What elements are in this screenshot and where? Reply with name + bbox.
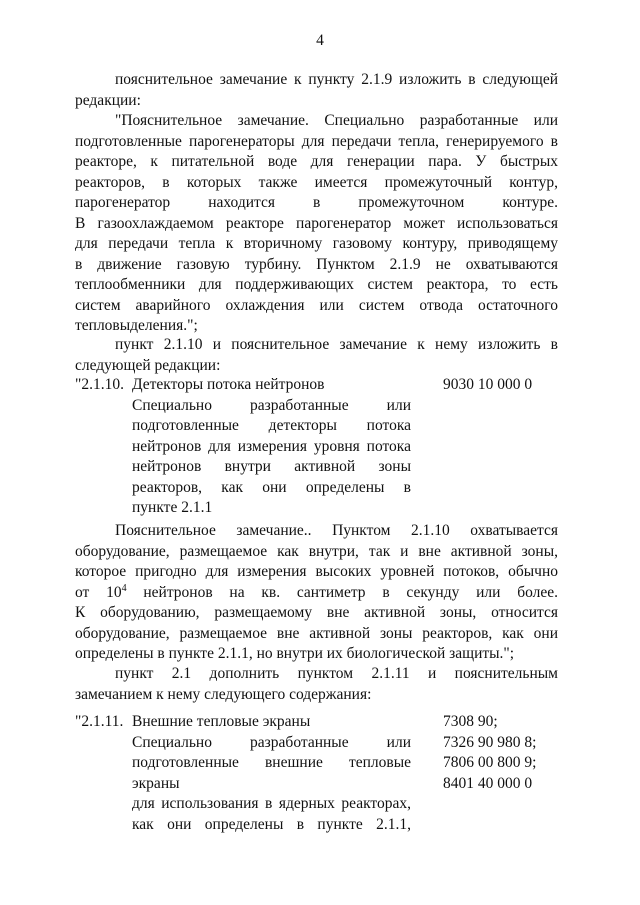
text-line: тепловыделения."; [75,317,198,334]
text-line: пункт 2.1.10 и пояснительное замечание к нему изложить в [115,336,558,353]
tn-ved-code: 7806 00 800 9; [443,754,537,771]
text-line: в движение газовую турбину. Пунктом 2.1.9 не охватываются [75,255,558,273]
text-line: подготовленные парогенераторы для передачи тепла, генерируемого в [75,132,558,150]
tn-ved-code: 7308 90; [443,713,498,730]
entry-number: "2.1.11. [75,713,124,730]
text-line: пункт 2.1 дополнить пунктом 2.1.11 и пояснительным [115,665,558,682]
text-line: В газоохлаждаемом реакторе парогенератор может использоваться [75,214,558,232]
tn-ved-code: 9030 10 000 0 [443,376,533,393]
text-line: оборудование, размещаемое как внутри, так и вне активной зоны, [75,542,558,560]
text-fragment: нейтронов на кв. сантиметр в секунду или более. [126,583,558,601]
page-number: 4 [316,32,324,49]
tn-ved-code: 8401 40 000 0 [443,774,533,792]
text-fragment: от 10 [75,583,122,601]
entry-number: "2.1.10. [75,376,124,393]
text-line: следующей редакции: [75,356,221,374]
entry-title: Детекторы потока нейтронов [132,376,325,393]
explanatory-note-2-1-10 [75,521,558,665]
text-line: нейтронов для измерения уровня потока [132,437,411,455]
text-line: определены в пункте 2.1.1, но внутри их биологической защиты."; [75,645,515,662]
text-line: парогенератор находится в промежуточном контуре. [75,194,558,211]
entry-title: Внешние тепловые экраны [132,713,311,730]
text-line: реакторов, в которых также имеется промежуточный контур, [75,173,558,191]
tn-ved-code-list [443,712,536,794]
text-line: реакторов, как они определены в [132,478,411,496]
superscript-exponent: 4 [121,582,127,594]
paragraph-amend-2-1-10 [75,335,558,376]
text-line: для передачи тепла к вторичному газовому контуру, приводящему [75,235,558,252]
text-line: Пояснительное замечание.. Пунктом 2.1.10 охватывается [115,522,558,539]
text-line: Специально разработанные или [132,396,411,414]
text-line: "Пояснительное замечание. Специально разработанные или [115,112,558,129]
text-line: для использования в ядерных реакторах, [132,795,411,812]
text-line: пояснительное замечание к пункту 2.1.9 изложить в следующей [115,71,558,88]
text-line-with-superscript [75,583,558,604]
text-line: реакторе, к питательной воде для генерации пара. У быстрых [75,153,558,170]
text-line: пункте 2.1.1 [132,499,213,516]
text-line: как они определены в пункте 2.1.1, [132,815,411,833]
text-line: теплообменники для поддерживающих систем реактора, то есть [75,276,558,293]
text-line: Специально разработанные или [132,733,411,751]
text-line: К оборудованию, размещаемому вне активной зоны, относится [75,604,558,621]
paragraph-add-2-1-11 [75,664,558,705]
text-line: подготовленные детекторы потока [132,417,411,434]
quote-explanatory-note-2-1-9 [75,111,558,337]
text-line: нейтронов внутри активной зоны [132,458,411,475]
tn-ved-code: 7326 90 980 8; [443,733,537,751]
text-line: замечанием к нему следующего содержания: [75,685,372,703]
text-line: оборудование, размещаемое вне активной зоны реакторов, как они [75,624,558,642]
text-line: которое пригодно для измерения высоких уровней потоков, обычно [75,563,558,580]
paragraph-amend-2-1-9 [75,70,558,111]
text-line: редакции: [75,91,141,109]
text-line: подготовленные внешние тепловые экраны [132,754,411,792]
text-line: систем аварийного охлаждения или систем отвода остаточного [75,296,558,314]
